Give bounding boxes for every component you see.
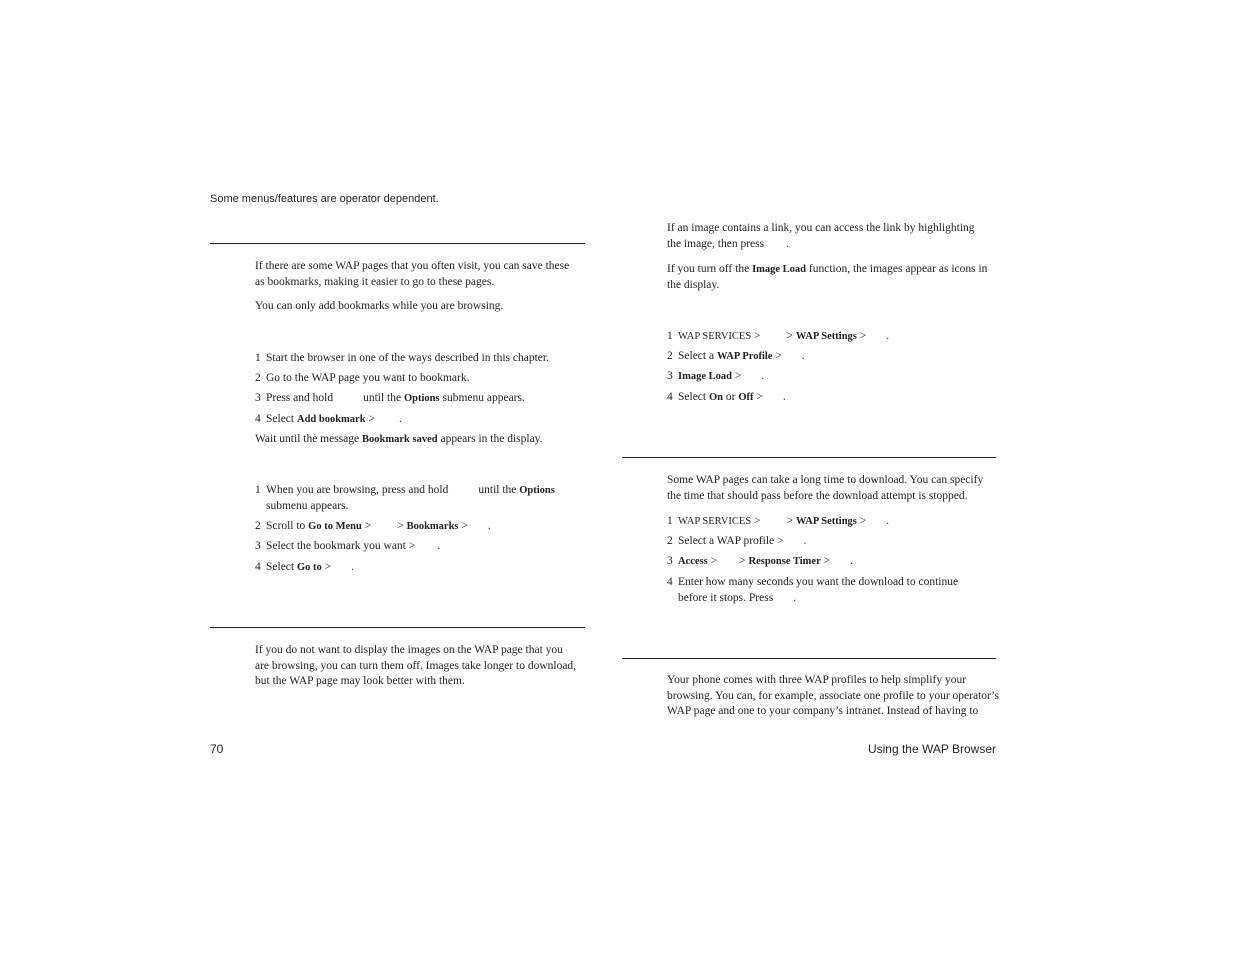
- step-text: until the: [363, 392, 402, 404]
- bookmarks-label: Bookmarks: [406, 521, 459, 532]
- step-text: Scroll to: [266, 520, 306, 532]
- note-text: If you turn off the: [667, 263, 750, 275]
- step-number: 2: [255, 372, 261, 384]
- timer-step-2: [667, 534, 806, 550]
- step-text: >: [754, 330, 761, 342]
- step-text: >: [461, 520, 468, 532]
- bookmarks-only-note: You can only add bookmarks while you are browsing.: [255, 300, 504, 312]
- step-text: Go to the WAP page you want to bookmark.: [266, 372, 470, 384]
- step-text: When you are browsing, press and hold: [266, 484, 449, 496]
- goto-step-3: [255, 539, 440, 555]
- step-text: Start the browser in one of the ways described in this chapter.: [266, 352, 549, 364]
- timer-intro-line1: Some WAP pages can take a long time to download. You can specify: [667, 474, 984, 486]
- wap-profile-label: WAP Profile: [716, 351, 773, 362]
- timer-step-1: [667, 514, 889, 530]
- step-text: .: [351, 561, 355, 573]
- step-text: Select: [678, 391, 707, 403]
- note-text: function, the images appear as icons in: [808, 263, 988, 275]
- image-load-note: [667, 262, 1002, 293]
- section-rule-bookmarks: [210, 243, 585, 244]
- chapter-title: Using the WAP Browser: [867, 742, 996, 756]
- step-text: Select the bookmark you want >: [266, 540, 416, 552]
- step-text: .: [886, 515, 890, 527]
- step-text: .: [437, 540, 441, 552]
- page-number: 70: [210, 742, 224, 756]
- step-text: submenu appears.: [442, 392, 525, 404]
- note-text: the display.: [667, 278, 720, 291]
- step-text: >: [775, 350, 782, 362]
- add-step-4: [255, 412, 402, 428]
- goto-step-4: [255, 560, 354, 576]
- step-text: .: [850, 555, 853, 567]
- step-number: 4: [667, 576, 673, 588]
- step-number: 4: [667, 391, 673, 403]
- step-number: 1: [255, 484, 261, 496]
- access-label: Access: [678, 556, 708, 567]
- profiles-intro-line1: Your phone comes with three WAP profiles to help simplify your: [667, 674, 967, 686]
- step-text: >: [754, 515, 761, 527]
- step-text: >: [756, 391, 763, 403]
- wap-settings-label: WAP Settings: [795, 516, 857, 527]
- response-timer-label: Response Timer: [748, 556, 821, 567]
- add-step-1: [255, 351, 549, 367]
- step-text: >: [786, 330, 794, 342]
- image-load-label: Image Load: [678, 371, 732, 382]
- step-text: >: [823, 555, 831, 567]
- step-text: .: [801, 350, 805, 362]
- wap-services-label: WAP SERVICES: [678, 331, 752, 342]
- options-menu-label: Options: [519, 485, 555, 496]
- step-text: >: [364, 520, 372, 532]
- image-step-1: [667, 329, 889, 345]
- operator-note: Some menus/features are operator dependent.: [210, 193, 439, 205]
- images-intro: [255, 643, 595, 690]
- options-menu-label: Options: [403, 393, 440, 404]
- step-text: submenu appears.: [266, 499, 349, 512]
- profiles-intro-line2: browsing. You can, for example, associate one profile to your operator’s: [667, 689, 999, 702]
- step-text: Select a: [678, 350, 715, 362]
- wap-settings-label: WAP Settings: [795, 331, 857, 342]
- step-number: 3: [667, 370, 673, 382]
- profiles-intro-line3: WAP page and one to your company’s intranet. Instead of having to: [667, 705, 979, 717]
- images-intro-line2: are browsing, you can turn them off. Images take longer to download,: [255, 659, 577, 672]
- step-text: >: [710, 555, 718, 567]
- timer-step-3: [667, 554, 853, 570]
- step-text: >: [786, 515, 794, 527]
- step-text: >: [324, 561, 332, 573]
- step-number: 3: [255, 540, 261, 552]
- step-text: .: [761, 370, 765, 382]
- step-text: before it stops. Press: [678, 591, 774, 604]
- step-number: 4: [255, 413, 261, 425]
- step-text: Press and hold: [266, 392, 334, 404]
- step-text: >: [739, 555, 746, 567]
- step-text: Enter how many seconds you want the download to continue: [678, 576, 959, 588]
- go-to-label: Go to: [296, 562, 322, 573]
- step-number: 3: [667, 555, 673, 567]
- step-text: >: [859, 330, 867, 342]
- add-bookmark-label: Add bookmark: [296, 414, 366, 425]
- images-intro-line1: If you do not want to display the images on the WAP page that you: [255, 644, 563, 656]
- step-text: .: [398, 413, 402, 425]
- image-link-note: [667, 221, 1002, 252]
- note-text: appears in the display.: [440, 433, 543, 445]
- step-text: .: [793, 591, 797, 604]
- timer-intro: [667, 473, 1002, 504]
- step-text: or: [725, 391, 736, 403]
- step-text: Select a WAP profile >: [678, 535, 784, 547]
- step-text: .: [886, 330, 890, 342]
- step-text: >: [368, 413, 375, 425]
- wap-services-label: WAP SERVICES: [678, 516, 752, 527]
- step-number: 4: [255, 561, 261, 573]
- bookmarks-intro-line1: If there are some WAP pages that you often visit, you can save these: [255, 260, 570, 272]
- step-text: Select: [266, 413, 295, 425]
- timer-intro-line2: the time that should pass before the download attempt is stopped.: [667, 489, 968, 502]
- goto-step-2: [255, 519, 491, 535]
- note-text: If an image contains a link, you can access the link by highlighting: [667, 222, 975, 234]
- bookmark-saved-label: Bookmark saved: [362, 434, 438, 445]
- note-text: the image, then press: [667, 237, 765, 250]
- step-text: until the: [478, 484, 517, 496]
- step-number: 2: [255, 520, 261, 532]
- step-text: Select: [266, 561, 295, 573]
- note-text: Wait until the message: [255, 433, 360, 445]
- step-text: .: [782, 391, 786, 403]
- step-number: 2: [667, 350, 673, 362]
- profiles-intro: [667, 673, 1002, 720]
- step-number: 1: [667, 515, 673, 527]
- images-intro-line3: but the WAP page may look better with them.: [255, 675, 465, 687]
- add-step-2: [255, 371, 469, 387]
- image-step-4: [667, 390, 786, 406]
- step-text: >: [397, 520, 404, 532]
- step-text: .: [487, 520, 491, 532]
- step-text: .: [803, 535, 807, 547]
- off-label: Off: [738, 392, 754, 403]
- on-label: On: [708, 392, 723, 403]
- step-text: >: [734, 370, 742, 382]
- note-text: .: [786, 237, 789, 250]
- step-text: >: [859, 515, 867, 527]
- step-number: 3: [255, 392, 261, 404]
- image-step-3: [667, 369, 764, 385]
- add-step-3: [255, 391, 525, 407]
- goto-step-1: [255, 483, 585, 514]
- step-number: 1: [255, 352, 261, 364]
- section-rule-profiles: [622, 658, 996, 659]
- step-number: 1: [667, 330, 673, 342]
- section-rule-timer: [622, 457, 996, 458]
- bookmarks-intro-line2: as bookmarks, making it easier to go to these pages.: [255, 275, 495, 288]
- timer-step-4: [667, 575, 997, 606]
- bookmark-saved-note: [255, 432, 543, 448]
- step-number: 2: [667, 535, 673, 547]
- image-load-label: Image Load: [752, 264, 807, 275]
- image-step-2: [667, 349, 805, 365]
- section-rule-images: [210, 627, 585, 628]
- bookmarks-intro: [255, 259, 595, 290]
- go-to-menu-label: Go to Menu: [308, 521, 362, 532]
